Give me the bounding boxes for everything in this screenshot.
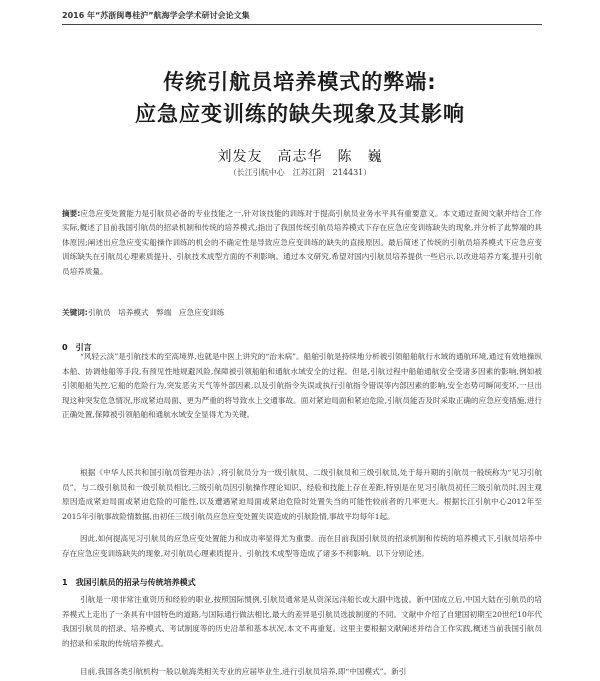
paragraph-text: 根据《中华人民共和国引航员管理办法》,将引航员分为一级引航员、二级引航员和三级引航员,处于每升期的引航员一般统称为“见习引航员”。与二级引航员和一级引航员相比,三级引航员因引航操作理论知识、经验和技能上存在差距,特别是在见习引航员初任三级引航员时,因主观原因造成紧迫局面或紧迫危险的可能性,以及遭遇紧迫局面或紧迫危险时处置失当的可能性较前者的几率更大。根据长江引航中心2012年至2015年引航事故险情数据,由初任三级引航员应急应变处置失误造成的引航险情,事故平均每年1起。 xyxy=(62,468,542,521)
affiliation: （长江引航中心 江苏江阴 214431） xyxy=(228,168,372,177)
body-paragraph xyxy=(62,466,542,524)
running-header: 2016 年“苏浙闽粤桂沪”航海学会学术研讨会论文集 xyxy=(62,10,542,25)
body-paragraph xyxy=(62,532,542,561)
keywords-text: 引航员 培养模式 弊端 应急应变训练 xyxy=(87,308,225,317)
abstract-label: 摘要: xyxy=(62,209,81,218)
section-heading-1: 1 我国引航员的招录与传统培养模式 xyxy=(62,578,196,587)
keywords-label: 关键词: xyxy=(62,308,88,317)
paragraph-text: 引航是一项非常注重资历和经验的职业,按照国际惯例,引航员通常是从资深远洋船长或大副中选拔。新中国成立后,中国大陆在引航员的培养模式上走出了一条具有中国特色的道路,与国际通行做法相比,最大的差异是引航员选拔制度的不同。文献中介绍了自建国初期至20世纪10年代我国引航员的招录、培养模式、考试制度等的历史沿革和基本状况,本文不再重复。这里主要根据文献阐述并结合工作实践,概述当前我国引航员的招录和采取的传统培养模式。 xyxy=(62,595,542,648)
paragraph-text: 因此,如何提高见习引航员的应急应变处置能力和成功率显得尤为重要。而在目前我国引航员的招录机制和传统的培养模式下,引航员培养中存在应急应变训练缺失的现象,对引航员心理素质提升、引航技术成型等造成了诸多不利影响。以下分别论述。 xyxy=(62,534,542,558)
abstract-text: 应急应变处置能力是引航员必备的专业技能之一,针对该技能的训练对于提高引航员业务水平具有重要意义。本文通过查阅文献并结合工作实际,概述了目前我国引航员的招录机制和传统的培养模式;指出了我国传统引航员培养模式下存在应急应变训练缺失的现象,并分析了此弊端的具体原因;阐述出应急应变实船操作训练的机会的不确定性是导致应急应变训练的缺失的直接原因。最后简述了传统的引航员培养模式下应急应变训练缺失在引航员心理素质提升、引航技术成型方面的不利影响。通过本文研究,希望对国内引航员培养提供一些启示,以改进培养方案,提升引航员培养质量。 xyxy=(62,209,542,276)
title-line-1: 传统引航员培养模式的弊端: xyxy=(163,70,437,94)
section-heading-intro: 0 引言 xyxy=(62,343,92,352)
title-line-2: 应急应变训练的缺失现象及其影响 xyxy=(135,102,465,126)
paragraph-text: “风轻云淡”是引航技术的至高境界,也就是中医上讲究的“治未病”。船舶引航是持续地分析被引领船舶航行水域的通航环境,通过有效地操纵本船、协调他船等手段,有预见性地规避风险,保障被引领船舶和通航水域安全的过程。但是,引航过程中船舶通航安全受诸多因素的影响,例如被引领船舶失控,它船的危险行为,突发恶劣天气等外部因素,以及引航指令失误或执行引航指令错误等内部因素的影响,安全态势可瞬间变坏,一旦出现这种突发危急情况,形成紧迫局面、更为严重的将导致水上交通事故。面对紧迫局面和紧迫危险,引航员能否及时采取正确的应急应变措施,进行正确处置,保障被引领船舶和通航水域安全显得尤为关键。 xyxy=(62,352,542,419)
body-paragraph xyxy=(62,350,542,423)
paragraph-text: 目前,我国各类引航机构一般以航海类相关专业的应届毕业生,进行引航员培养,即“中国模式”。新引 xyxy=(80,667,407,676)
keywords xyxy=(62,307,542,318)
authors: 刘发友 高志华 陈 巍 xyxy=(217,149,383,165)
abstract xyxy=(62,207,542,279)
body-paragraph xyxy=(62,665,542,680)
body-paragraph xyxy=(62,593,542,651)
